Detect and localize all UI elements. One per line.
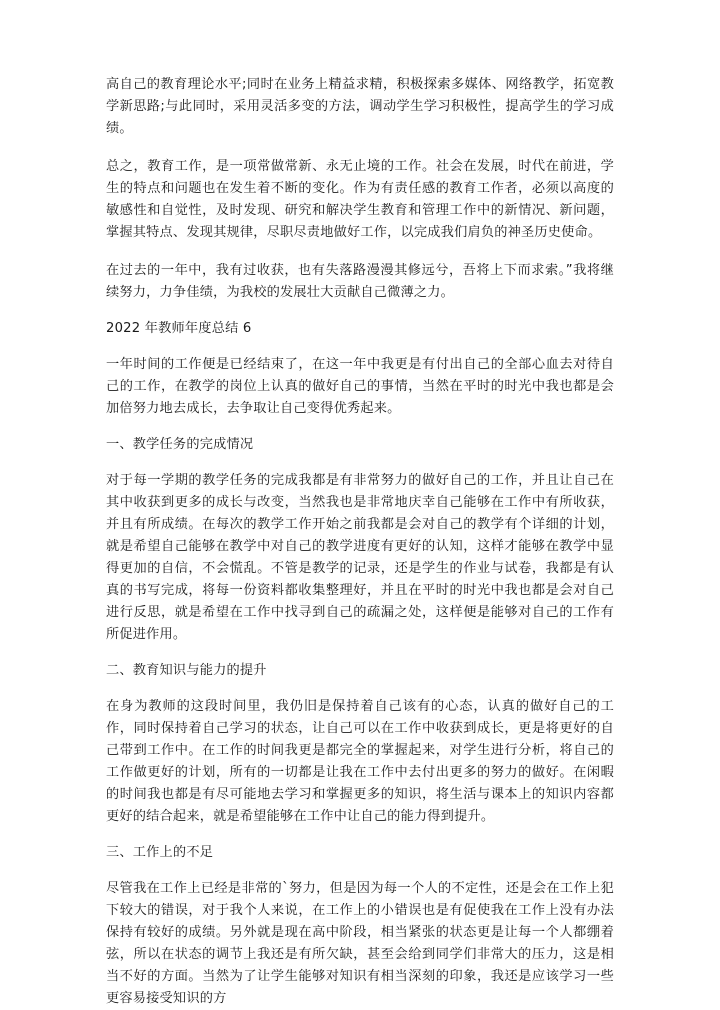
heading-shortcomings: 三、工作上的不足 [106,845,214,860]
heading-knowledge-ability: 二、教育知识与能力的提升 [106,663,267,678]
paragraph-teaching-theory: 高自己的教育理论水平;同时在业务上精益求精，积极探索多媒体、网络教学，拓宽教学新思路;与此同时，采用灵活多变的方法，调动学生学习积极性，提高学生的学习成绩。 [106,77,614,136]
heading-teaching-tasks: 一、教学任务的完成情况 [106,437,254,452]
paragraph-knowledge-ability: 在身为教师的这段时间里，我仍旧是保持着自己该有的心态，认真的做好自己的工作，同时保持着自己学习的状态，让自己可以在工作中收获到成长，更是将更好的自己带到工作中。在工作的时间我更是都完全的掌握起来，对学生进行分析，将自己的工作做更好的计划，所有的一切都是让我在工作中去付出更多的努力的做好。在闲暇的时间我也都是有尽可能地去学习和掌握更多的知识，将生活与课本上的知识内容都更好的结合起来，就是希望能够在工作中让自己的能力得到提升。 [106,699,614,824]
paragraph-teaching-tasks: 对于每一学期的教学任务的完成我都是有非常努力的做好自己的工作，并且让自己在其中收获到更多的成长与改变，当然我也是非常地庆幸自己能够在工作中有所收获，并且有所成绩。在每次的教学工作开始之前我都是会对自己的教学有个详细的计划，就是希望自己能够在教学中对自己的教学进度有更好的认知，这样才能够在教学中显得更加的自信，不会慌乱。不管是教学的记录，还是学生的作业与试卷，我都是有认真的书写完成，将每一份资料都收集整理好，并且在平时的时光中我也都是会对自己进行反思，就是希望在工作中找寻到自己的疏漏之处，这样便是能够对自己的工作有所促进作用。 [106,473,614,642]
paragraph-conclusion: 在过去的一年中，我有过收获，也有失落路漫漫其修远兮，吾将上下而求索。”我将继续努力，力争佳绩，为我校的发展壮大贡献自己微薄之力。 [106,263,614,300]
paragraph-shortcomings: 尽管我在工作上已经是非常的`努力，但是因为每一个人的不定性，还是会在工作上犯下较大的错误，对于我个人来说，在工作上的小错误也是有促使我在工作上没有办法保持有较好的成绩。另外就是现在高中阶段，相当紧张的状态更是让每一个人都绷着弦，所以在状态的调节上我还是有所欠缺，甚至会给到同学们非常大的压力，这是相当不好的方面。当然为了让学生能够对知识有相当深刻的印象，我还是应该学习一些更容易接受知识的方 [106,881,614,1006]
paragraph-intro: 一年时间的工作便是已经结束了，在这一年中我更是有付出自己的全部心血去对待自己的工作，在教学的岗位上认真的做好自己的事情，当然在平时的时光中我也都是会加倍努力地去成长，去争取让自己变得优秀起来。 [106,357,614,416]
document-body [106,74,614,1010]
paragraph-summary: 总之，教育工作，是一项常做常新、永无止境的工作。社会在发展，时代在前进，学生的特点和问题也在发生着不断的变化。作为有责任感的教育工作者，必须以高度的敏感性和自觉性，及时发现、研究和解决学生教育和管理工作中的新情况、新问题，掌握其特点、发现其规律，尽职尽责地做好工作，以完成我们肩负的神圣历史使命。 [106,159,614,240]
section-title: 2022 年教师年度总结 6 [106,321,252,336]
